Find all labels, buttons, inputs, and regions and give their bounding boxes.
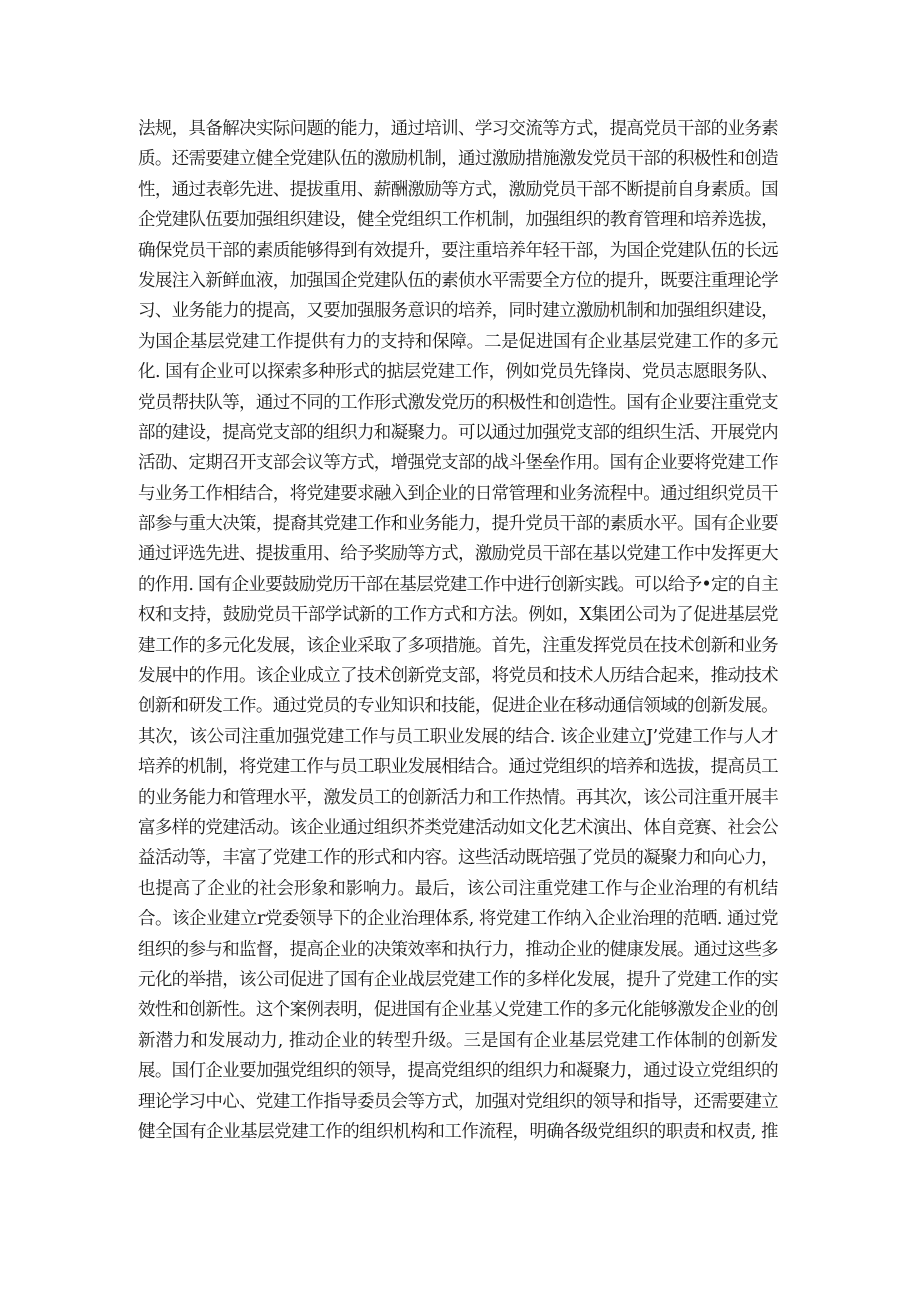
text-line: 健全国有企业基层党建工作的组织机构和工作流程，明确各级党组织的职责和权责, 推 [138, 1121, 778, 1142]
text-line: 发展注入新鲜血液，加强国企党建队伍的素侦水平需要全方位的提升，既要注重理论学 [138, 270, 778, 291]
text-line: 理论学习中心、党建工作指导委员会等方式，加强对党组织的领导和指导，还需要建立 [138, 1091, 778, 1112]
text-line: 也提高了企业的社会形象和影响力。最后，该公司注重党建工作与企业治理的有机结 [138, 878, 778, 899]
text-line: 部参与重大决策，提裔其党建工作和业务能力，提升党员干部的素质水平。国有企业要 [138, 514, 778, 535]
text-line: 确保党员干部的素质能够得到有效提升，要注重培养年轻干部，为国企党建队伍的长远 [138, 240, 778, 261]
text-line: 展。国仃企业要加强党组织的领导，提高党组织的组织力和凝聚力，通过设立党组织的 [138, 1061, 778, 1082]
text-line: 合。该企业建立r党委领导下的企业治理体系, 将党建工作纳入企业治理的范晒. 通过党 [138, 909, 778, 930]
text-line: 与业务工作相结合，将党建要求融入到企业的日常管理和业务流程中。通过组织党员干 [138, 483, 778, 504]
text-line: 党员帮扶队等，通过不同的工作形式激发党历的积极性和创造性。国有企业要注重党支 [138, 392, 778, 413]
text-line: 习、业务能力的提高，又要加强服务意识的培养，同时建立激励机制和加强组织建设， [138, 301, 778, 322]
text-line: 法规，具备解决实际问题的能力，通过培训、学习交流等方式，提高党员干部的业务素 [138, 119, 778, 139]
text-line: 益活动等，丰富了党建工作的形式和内容。这些活动既培强了党员的凝聚力和向心力， [138, 848, 778, 869]
text-line: 为国企基层党建工作提供有力的支持和保障。二是促进国有企业基层党建工作的多元 [138, 331, 778, 352]
text-line: 活劭、定期召开支部会议等方式，增强党支部的战斗堡垒作用。国有企业要将党建工作 [138, 453, 778, 474]
text-line: 组织的参与和监督，提高企业的决策效率和执行力，推动企业的健康发展。通过这些多 [138, 939, 778, 960]
text-line: 发展中的作用。该企业成立了技术创新党支部，将党员和技术人历结合起来，推动技术 [138, 666, 778, 687]
text-line: 性，通过表彰先进、提拔重用、薪酬激励等方式，激励党员干部不断提前自身素质。国 [138, 179, 778, 200]
text-line: 建工作的多元化发展，该企业采取了多项措施。首先，注重发挥党员在技术创新和业务 [138, 635, 778, 656]
text-line: 部的建设，提高党支部的组织力和凝聚力。可以通过加强党支部的组织生活、开展党内 [138, 422, 778, 443]
text-line: 的作用. 国有企业要鼓励党历干部在基层党建工作中进行创新实践。可以给予•定的自主 [138, 574, 778, 595]
text-line: 质。还需要建立健全党建队伍的激励机制，通过激励措施激发党员干部的积极性和创造 [138, 149, 778, 170]
text-line: 通过评选先进、提拔重用、给予奖励等方式，激励党员干部在基以党建工作中发挥更大 [138, 544, 778, 565]
text-line: 企党建队伍要加强组织建设，健全党组织工作机制，加强组织的教育管理和培养选拔， [138, 210, 778, 231]
text-line: 元化的举措，该公司促进了国有企业战层党建工作的多样化发展，提升了党建工作的实 [138, 969, 778, 990]
text-line: 的业务能力和管理水平，激发员工的创新活力和工作热情。再其次，该公司注重开展丰 [138, 787, 778, 808]
text-line: 新潜力和发展动力, 推动企业的转型升级。三是国有企业基层党建工作体制的创新发 [138, 1030, 778, 1051]
text-line: 培养的机制，将党建工作与员工职业发展相结合。通过党组织的培养和选拔，提高员工 [138, 757, 778, 778]
text-line: 其次，该公司注重加强党建工作与员工职业发展的结合. 该企业建立J’党建工作与人才 [138, 726, 778, 747]
body-text [138, 114, 778, 1147]
text-line: 效性和创新性。这个案例表明，促进国有企业基乂党建工作的多元化能够激发企业的创 [138, 1000, 778, 1021]
text-line: 权和支持，鼓励党员干部学试新的工作方式和方法。例如，X集团公司为了促进基层党 [138, 605, 778, 626]
text-line: 创新和研发工作。通过党员的专业知识和技能，促进企业在移动通信领域的创新发展。 [138, 696, 778, 717]
text-line: 富多样的党建活动。该企业通过组织芥类党建活动如文化艺术演出、体自竞赛、社会公 [138, 817, 778, 838]
text-line: 化. 国有企业可以探索多种形式的掂层党建工作，例如党员先锋岗、党员志愿眼务队、 [138, 362, 778, 383]
